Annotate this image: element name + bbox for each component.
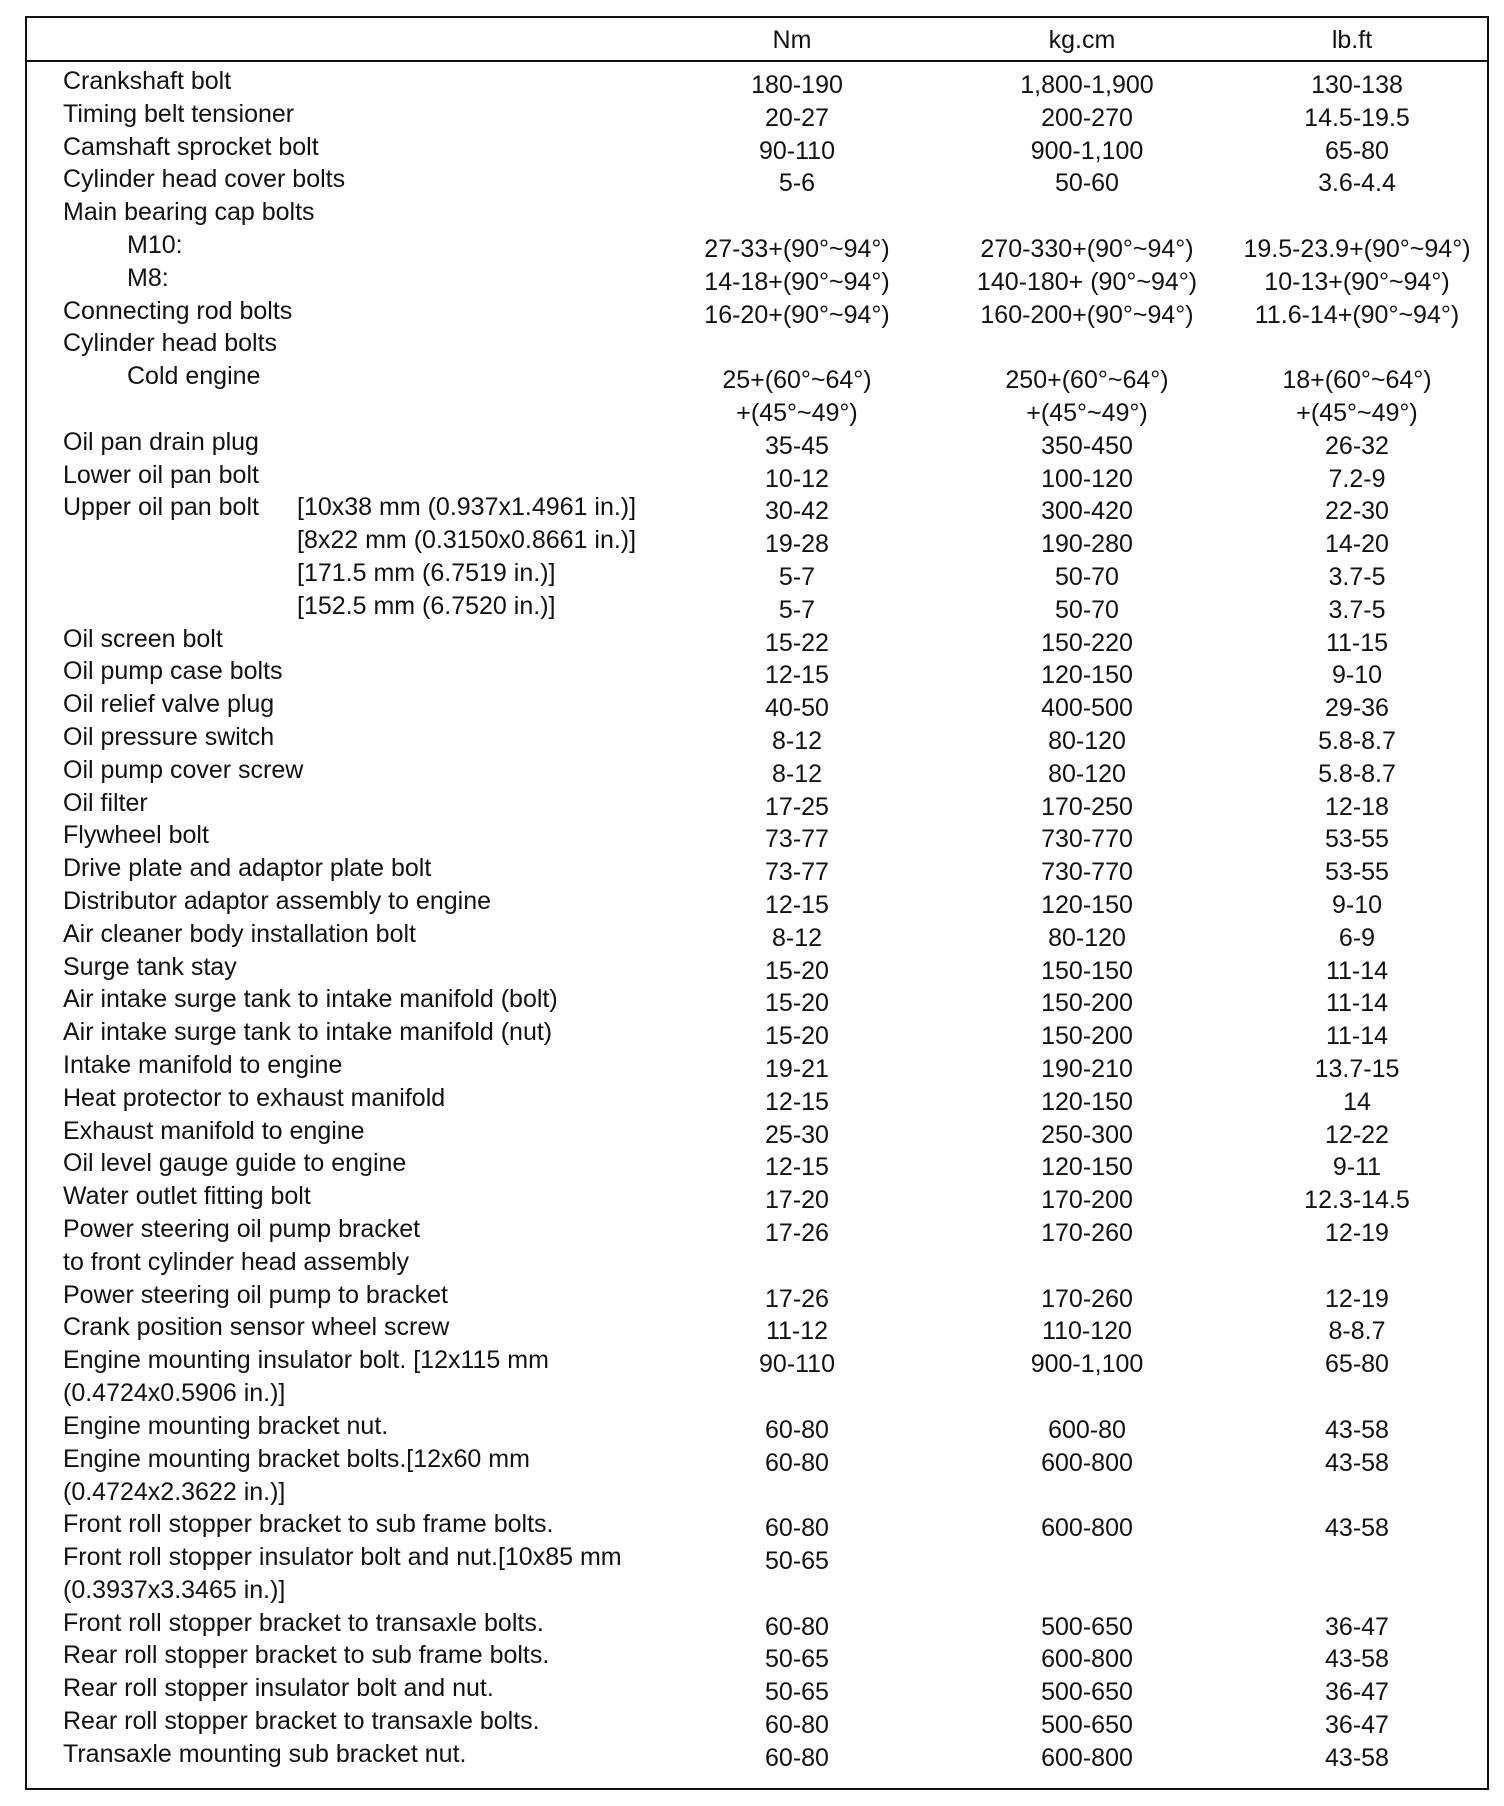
table-row xyxy=(27,328,1487,361)
table-row xyxy=(27,656,1487,689)
table-row xyxy=(27,788,1487,821)
cell-nm: 5-7 xyxy=(778,563,816,591)
table-row xyxy=(27,1739,1487,1772)
row-label: Oil filter xyxy=(63,788,148,817)
table-row xyxy=(27,755,1487,788)
row-label: Oil pan drain plug xyxy=(63,427,259,456)
cell-lbft: 65-80 xyxy=(1325,1350,1389,1379)
cell-kgcm: 120-150 xyxy=(1041,891,1133,919)
cell-nm: 60-80 xyxy=(765,1514,829,1543)
table-row xyxy=(27,1148,1487,1181)
cell-lbft: 9-10 xyxy=(1331,661,1383,690)
row-label: Rear roll stopper bracket to sub frame bolts. xyxy=(63,1641,550,1670)
cell-kgcm: 500-650 xyxy=(1041,1711,1133,1739)
cell-kgcm: 80-120 xyxy=(1048,759,1126,788)
cell-lbft: 36-47 xyxy=(1325,1678,1389,1707)
row-label: Power steering oil pump to bracket xyxy=(63,1280,448,1309)
cell-nm: 11-12 xyxy=(765,1317,829,1346)
row-label: Transaxle mounting sub bracket nut. xyxy=(63,1739,467,1768)
row-label: Cold engine xyxy=(127,362,261,391)
row-label: Drive plate and adaptor plate bolt xyxy=(63,854,432,883)
row-sublabel: [10x38 mm (0.937x1.4961 in.)] xyxy=(297,493,637,522)
cell-kgcm: 150-200 xyxy=(1041,1022,1133,1051)
cell-nm: 12-15 xyxy=(765,1087,829,1116)
cell-lbft: 9-10 xyxy=(1331,891,1383,919)
cell-kgcm: 250+(60°~64°) xyxy=(1005,366,1169,395)
cell-kgcm: 900-1,100 xyxy=(1030,136,1144,165)
cell-nm: 10-12 xyxy=(765,464,829,493)
cell-kgcm: 120-150 xyxy=(1041,1087,1133,1116)
table-row xyxy=(27,886,1487,919)
table-row xyxy=(27,427,1487,460)
cell-lbft: 43-58 xyxy=(1325,1514,1389,1543)
cell-nm: 35-45 xyxy=(765,431,829,460)
cell-kgcm: 80-120 xyxy=(1048,727,1126,755)
cell-lbft: 12.3-14.5 xyxy=(1304,1186,1410,1215)
table-row xyxy=(27,1312,1487,1345)
cell-lbft: 22-30 xyxy=(1325,497,1389,526)
cell-lbft: 11-14 xyxy=(1325,1022,1389,1051)
cell-lbft: 14-20 xyxy=(1325,530,1389,559)
row-label: Timing belt tensioner xyxy=(63,99,295,128)
row-label: Oil pump cover screw xyxy=(63,755,304,784)
row-sublabel: [8x22 mm (0.3150x0.8661 in.)] xyxy=(297,526,637,555)
cell-nm: 73-77 xyxy=(765,825,829,854)
row-sublabel: [171.5 mm (6.7519 in.)] xyxy=(297,559,556,587)
row-label: Cylinder head bolts xyxy=(63,329,278,358)
row-label: Upper oil pan bolt xyxy=(63,493,259,522)
table-row xyxy=(27,558,1487,591)
row-label: Rear roll stopper insulator bolt and nut. xyxy=(63,1674,494,1703)
cell-kgcm: 900-1,100 xyxy=(1030,1350,1144,1379)
cell-nm: 16-20+(90°~94°) xyxy=(704,300,890,329)
cell-lbft: 3.7-5 xyxy=(1328,595,1386,624)
table-row xyxy=(27,591,1487,624)
table-row xyxy=(27,263,1487,296)
cell-kgcm: 350-450 xyxy=(1041,431,1133,460)
table-row xyxy=(27,525,1487,558)
table-row xyxy=(27,164,1487,197)
torque-spec-table xyxy=(25,16,1489,1790)
table-row xyxy=(27,1640,1487,1673)
cell-lbft-cont: +(45°~49°) xyxy=(1296,399,1418,428)
row-label-cont: (0.4724x2.3622 in.)] xyxy=(63,1477,286,1506)
cell-kgcm: 1,800-1,900 xyxy=(1020,71,1154,99)
row-label: Engine mounting bracket bolts.[12x60 mm xyxy=(63,1444,530,1473)
cell-lbft: 43-58 xyxy=(1325,1645,1389,1674)
cell-nm: 15-20 xyxy=(765,989,829,1018)
cell-kgcm: 300-420 xyxy=(1041,497,1133,526)
cell-lbft: 5.8-8.7 xyxy=(1318,759,1396,788)
row-label: Front roll stopper bracket to transaxle bolts. xyxy=(63,1608,544,1637)
cell-kgcm: 150-220 xyxy=(1041,628,1133,657)
cell-nm: 19-21 xyxy=(765,1055,829,1083)
cell-lbft: 12-18 xyxy=(1325,792,1389,821)
cell-nm: 50-65 xyxy=(765,1678,829,1707)
cell-lbft: 5.8-8.7 xyxy=(1318,727,1396,755)
cell-nm: 12-15 xyxy=(765,661,829,690)
table-row xyxy=(27,1280,1487,1313)
cell-lbft: 7.2-9 xyxy=(1328,464,1386,493)
header-kgcm: kg.cm xyxy=(1048,26,1116,54)
cell-kgcm: 50-70 xyxy=(1055,595,1119,624)
row-label: Air cleaner body installation bolt xyxy=(63,919,416,948)
row-label: Oil screen bolt xyxy=(63,624,223,653)
cell-kgcm: 100-120 xyxy=(1041,464,1133,493)
table-row xyxy=(27,820,1487,853)
cell-lbft: 10-13+(90°~94°) xyxy=(1264,267,1450,296)
cell-nm: 40-50 xyxy=(765,694,829,723)
cell-kgcm: 170-250 xyxy=(1041,792,1133,821)
cell-kgcm: 500-650 xyxy=(1041,1678,1133,1707)
row-label: Rear roll stopper bracket to transaxle bolts. xyxy=(63,1707,540,1735)
cell-nm: 50-65 xyxy=(765,1547,829,1575)
cell-lbft: 36-47 xyxy=(1325,1711,1389,1739)
cell-kgcm: 170-200 xyxy=(1041,1186,1133,1215)
cell-nm: 14-18+(90°~94°) xyxy=(704,267,890,296)
cell-kgcm: 600-800 xyxy=(1041,1645,1133,1674)
row-label: Main bearing cap bolts xyxy=(63,198,315,227)
cell-lbft: 12-19 xyxy=(1325,1219,1389,1247)
cell-nm: 60-80 xyxy=(765,1743,829,1772)
table-row xyxy=(27,1214,1487,1276)
row-label: Surge tank stay xyxy=(63,952,237,981)
cell-kgcm: 600-800 xyxy=(1041,1514,1133,1543)
table-row xyxy=(27,296,1487,329)
cell-kgcm: 170-260 xyxy=(1041,1219,1133,1247)
cell-kgcm: 730-770 xyxy=(1041,858,1133,887)
row-label-cont: to front cylinder head assembly xyxy=(63,1248,410,1276)
cell-nm: 12-15 xyxy=(765,891,829,919)
cell-lbft: 11-14 xyxy=(1325,956,1389,985)
cell-nm: 12-15 xyxy=(765,1153,829,1182)
row-sublabel: [152.5 mm (6.7520 in.)] xyxy=(297,591,556,620)
cell-kgcm: 250-300 xyxy=(1041,1120,1133,1149)
cell-lbft: 6-9 xyxy=(1338,923,1376,952)
cell-kgcm: 50-60 xyxy=(1055,169,1119,198)
cell-lbft: 13.7-15 xyxy=(1314,1055,1400,1083)
table-row xyxy=(27,1608,1487,1641)
cell-lbft: 12-22 xyxy=(1325,1120,1389,1149)
cell-lbft: 11.6-14+(90°~94°) xyxy=(1254,300,1460,329)
cell-nm: 30-42 xyxy=(765,497,829,526)
cell-lbft: 65-80 xyxy=(1325,136,1389,165)
row-label: Power steering oil pump bracket xyxy=(63,1215,421,1243)
cell-lbft: 36-47 xyxy=(1325,1612,1389,1641)
cell-lbft: 43-58 xyxy=(1325,1415,1389,1444)
table-row xyxy=(27,1116,1487,1149)
table-row xyxy=(27,984,1487,1017)
cell-kgcm-cont: +(45°~49°) xyxy=(1026,399,1148,428)
cell-kgcm: 120-150 xyxy=(1041,1153,1133,1182)
row-label: Heat protector to exhaust manifold xyxy=(63,1083,446,1112)
cell-lbft: 3.7-5 xyxy=(1328,563,1386,591)
cell-kgcm: 150-200 xyxy=(1041,989,1133,1018)
cell-nm: 8-12 xyxy=(771,727,823,755)
table-row xyxy=(27,197,1487,230)
table-row xyxy=(27,1181,1487,1214)
table-row xyxy=(27,361,1487,428)
table-row xyxy=(27,624,1487,657)
row-label: Oil relief valve plug xyxy=(63,690,275,719)
cell-nm: 8-12 xyxy=(771,923,823,952)
cell-nm-cont: +(45°~49°) xyxy=(736,399,858,428)
table-row xyxy=(27,919,1487,952)
table-row xyxy=(27,689,1487,722)
cell-lbft: 26-32 xyxy=(1325,431,1389,460)
row-label: Crankshaft bolt xyxy=(63,67,232,95)
cell-lbft: 11-14 xyxy=(1325,989,1389,1018)
row-label: Flywheel bolt xyxy=(63,821,209,850)
cell-kgcm: 150-150 xyxy=(1041,956,1133,985)
cell-kgcm: 80-120 xyxy=(1048,923,1126,952)
row-label-cont: (0.4724x0.5906 in.)] xyxy=(63,1379,286,1408)
cell-nm: 5-6 xyxy=(778,169,816,198)
cell-kgcm: 120-150 xyxy=(1041,661,1133,690)
cell-kgcm: 50-70 xyxy=(1055,563,1119,591)
table-row xyxy=(27,853,1487,886)
cell-kgcm: 600-800 xyxy=(1041,1448,1133,1477)
table-row xyxy=(27,1673,1487,1706)
row-label: Connecting rod bolts xyxy=(63,296,293,325)
cell-nm: 19-28 xyxy=(765,530,829,559)
row-label: Engine mounting insulator bolt. [12x115 mm xyxy=(63,1346,549,1375)
cell-nm: 60-80 xyxy=(765,1415,829,1444)
row-label: Front roll stopper insulator bolt and nut.[10x85 mm xyxy=(63,1543,622,1571)
table-header xyxy=(27,18,1487,62)
cell-nm: 60-80 xyxy=(765,1711,829,1739)
cell-nm: 17-25 xyxy=(765,792,829,821)
table-row xyxy=(27,66,1487,99)
row-label: Front roll stopper bracket to sub frame bolts. xyxy=(63,1510,554,1539)
row-label: Air intake surge tank to intake manifold (nut) xyxy=(63,1018,553,1047)
cell-kgcm: 270-330+(90°~94°) xyxy=(980,235,1194,263)
row-label-cont: (0.3937x3.3465 in.)] xyxy=(63,1576,286,1604)
table-row xyxy=(27,1411,1487,1444)
cell-lbft: 14 xyxy=(1343,1087,1371,1116)
cell-nm: 73-77 xyxy=(765,858,829,887)
cell-nm: 60-80 xyxy=(765,1448,829,1477)
cell-lbft: 43-58 xyxy=(1325,1743,1389,1772)
cell-lbft: 29-36 xyxy=(1325,694,1389,723)
cell-nm: 25-30 xyxy=(765,1120,829,1149)
row-label: M8: xyxy=(127,263,169,292)
cell-nm: 17-26 xyxy=(765,1219,829,1247)
table-row xyxy=(27,1017,1487,1050)
cell-nm: 27-33+(90°~94°) xyxy=(704,235,890,263)
cell-nm: 8-12 xyxy=(771,759,823,788)
cell-kgcm: 190-210 xyxy=(1041,1055,1133,1083)
table-row xyxy=(27,1050,1487,1083)
cell-kgcm: 190-280 xyxy=(1041,530,1133,559)
table-row xyxy=(27,1083,1487,1116)
cell-nm: 17-26 xyxy=(765,1284,829,1313)
cell-kgcm: 600-800 xyxy=(1041,1743,1133,1772)
row-label: Oil level gauge guide to engine xyxy=(63,1149,407,1178)
cell-nm: 15-20 xyxy=(765,956,829,985)
cell-lbft: 53-55 xyxy=(1325,825,1389,854)
cell-lbft: 11-15 xyxy=(1325,628,1389,657)
cell-lbft: 53-55 xyxy=(1325,858,1389,887)
cell-kgcm: 140-180+ (90°~94°) xyxy=(976,267,1198,296)
cell-lbft: 18+(60°~64°) xyxy=(1282,366,1432,395)
row-label: M10: xyxy=(127,231,183,259)
table-row xyxy=(27,722,1487,755)
table-row xyxy=(27,1509,1487,1542)
row-label: Air intake surge tank to intake manifold (bolt) xyxy=(63,985,558,1014)
cell-nm: 90-110 xyxy=(759,136,835,165)
cell-lbft: 8-8.7 xyxy=(1328,1317,1386,1346)
cell-lbft: 14.5-19.5 xyxy=(1304,103,1410,132)
table-row xyxy=(27,1444,1487,1506)
row-label: Intake manifold to engine xyxy=(63,1051,343,1079)
cell-nm: 20-27 xyxy=(765,103,829,132)
row-label: Engine mounting bracket nut. xyxy=(63,1411,389,1440)
table-row xyxy=(27,230,1487,263)
row-label: Oil pressure switch xyxy=(63,723,275,751)
cell-kgcm: 400-500 xyxy=(1041,694,1133,723)
header-nm: Nm xyxy=(772,26,812,54)
cell-kgcm: 200-270 xyxy=(1041,103,1133,132)
row-label: Oil pump case bolts xyxy=(63,657,283,686)
table-row xyxy=(27,1542,1487,1604)
cell-nm: 50-65 xyxy=(765,1645,829,1674)
cell-lbft: 43-58 xyxy=(1325,1448,1389,1477)
table-row xyxy=(27,99,1487,132)
cell-kgcm: 500-650 xyxy=(1041,1612,1133,1641)
table-row xyxy=(27,492,1487,525)
cell-kgcm: 730-770 xyxy=(1041,825,1133,854)
cell-lbft: 9-11 xyxy=(1332,1153,1382,1182)
cell-kgcm: 160-200+(90°~94°) xyxy=(980,300,1194,329)
row-label: Lower oil pan bolt xyxy=(63,460,259,489)
cell-nm: 5-7 xyxy=(778,595,816,624)
row-label: Crank position sensor wheel screw xyxy=(63,1313,450,1342)
header-lbft: lb.ft xyxy=(1331,26,1373,54)
table-row xyxy=(27,952,1487,985)
cell-nm: 60-80 xyxy=(765,1612,829,1641)
cell-kgcm: 170-260 xyxy=(1041,1284,1133,1313)
table-row xyxy=(27,460,1487,493)
cell-lbft: 19.5-23.9+(90°~94°) xyxy=(1243,235,1471,263)
cell-nm: 15-22 xyxy=(765,628,829,657)
table-row xyxy=(27,1706,1487,1739)
table-row xyxy=(27,1345,1487,1408)
cell-lbft: 3.6-4.4 xyxy=(1318,169,1396,198)
cell-nm: 90-110 xyxy=(759,1350,835,1379)
cell-nm: 25+(60°~64°) xyxy=(722,366,872,395)
row-label: Camshaft sprocket bolt xyxy=(63,132,319,161)
cell-nm: 15-20 xyxy=(765,1022,829,1051)
cell-nm: 180-190 xyxy=(751,71,843,99)
row-label: Exhaust manifold to engine xyxy=(63,1116,365,1145)
cell-nm: 17-20 xyxy=(765,1186,829,1215)
cell-kgcm: 600-80 xyxy=(1048,1415,1126,1444)
row-label: Cylinder head cover bolts xyxy=(63,165,346,194)
row-label: Distributor adaptor assembly to engine xyxy=(63,887,492,915)
cell-lbft: 12-19 xyxy=(1325,1284,1389,1313)
row-label: Water outlet fitting bolt xyxy=(63,1182,311,1211)
table-row xyxy=(27,132,1487,165)
cell-kgcm: 110-120 xyxy=(1042,1317,1132,1346)
cell-lbft: 130-138 xyxy=(1311,71,1403,99)
